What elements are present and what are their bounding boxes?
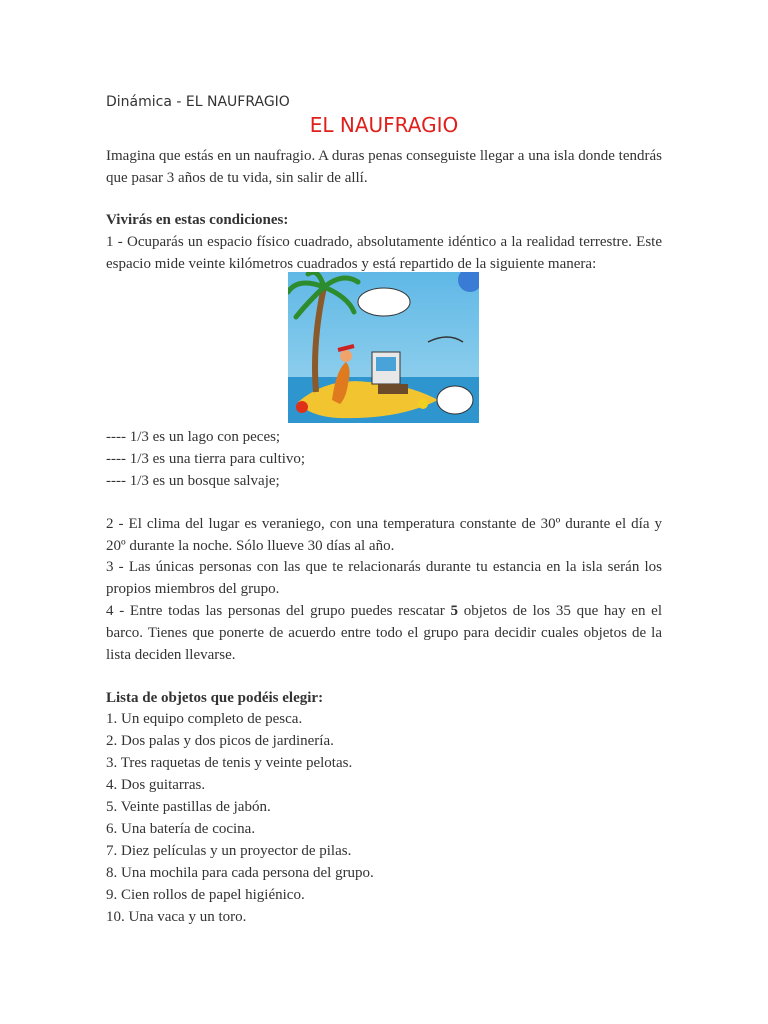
- condition-4-text-end: objetos de los 35 que hay en el barco. Tienes que ponerte de acuerdo entre todo el grupo para decidir cuales objetos de la lista deciden llevarse.: [106, 603, 663, 663]
- object-item: 10. Una vaca y un toro.: [106, 909, 247, 925]
- intro-paragraph: Imagina que estás en un naufragio. A duras penas conseguiste llegar a una isla donde tendrás que pasar 3 años de tu vida, sin salir de allí.: [106, 148, 662, 186]
- condition-3: 3 - Las únicas personas con las que te relacionarás durante tu estancia en la isla serán los propios miembros del grupo.: [106, 559, 662, 597]
- condition-2: 2 - El clima del lugar es veraniego, con una temperatura constante de 30º durante el día y 20º durante la noche. Sólo llueve 30 días al año.: [106, 516, 662, 554]
- condition-4-text: 4 - Entre todas las personas del grupo puedes rescatar: [106, 603, 451, 619]
- object-item: 9. Cien rollos de papel higiénico.: [106, 887, 305, 903]
- distribution-item: ---- 1/3 es un bosque salvaje;: [106, 473, 280, 489]
- object-item: 3. Tres raquetas de tenis y veinte pelotas.: [106, 755, 353, 771]
- page-title: EL NAUFRAGIO: [309, 113, 459, 137]
- objects-heading: Lista de objetos que podéis elegir:: [106, 690, 324, 706]
- object-item: 5. Veinte pastillas de jabón.: [106, 799, 271, 815]
- distribution-item: ---- 1/3 es una tierra para cultivo;: [106, 451, 306, 467]
- object-item: 1. Un equipo completo de pesca.: [106, 711, 303, 727]
- castaway-illustration: [288, 272, 479, 423]
- condition-4: [106, 600, 662, 666]
- object-item: 2. Dos palas y dos picos de jardinería.: [106, 733, 334, 749]
- objects-list: [106, 708, 662, 928]
- object-item: 8. Una mochila para cada persona del grupo.: [106, 865, 374, 881]
- doc-header: Dinámica - EL NAUFRAGIO: [106, 94, 290, 110]
- object-item: 6. Una batería de cocina.: [106, 821, 256, 837]
- object-count: 5: [450, 603, 459, 619]
- object-item: 7. Diez películas y un proyector de pilas.: [106, 843, 352, 859]
- conditions-heading: Vivirás en estas condiciones:: [106, 212, 289, 228]
- condition-1: 1 - Ocuparás un espacio físico cuadrado, absolutamente idéntico a la realidad terrestre. Este espacio mide veinte kilómetros cuadrados y está repartido de la siguiente manera:: [106, 234, 662, 272]
- object-item: 4. Dos guitarras.: [106, 777, 206, 793]
- distribution-item: ---- 1/3 es un lago con peces;: [106, 429, 281, 445]
- distribution-list: [106, 426, 662, 492]
